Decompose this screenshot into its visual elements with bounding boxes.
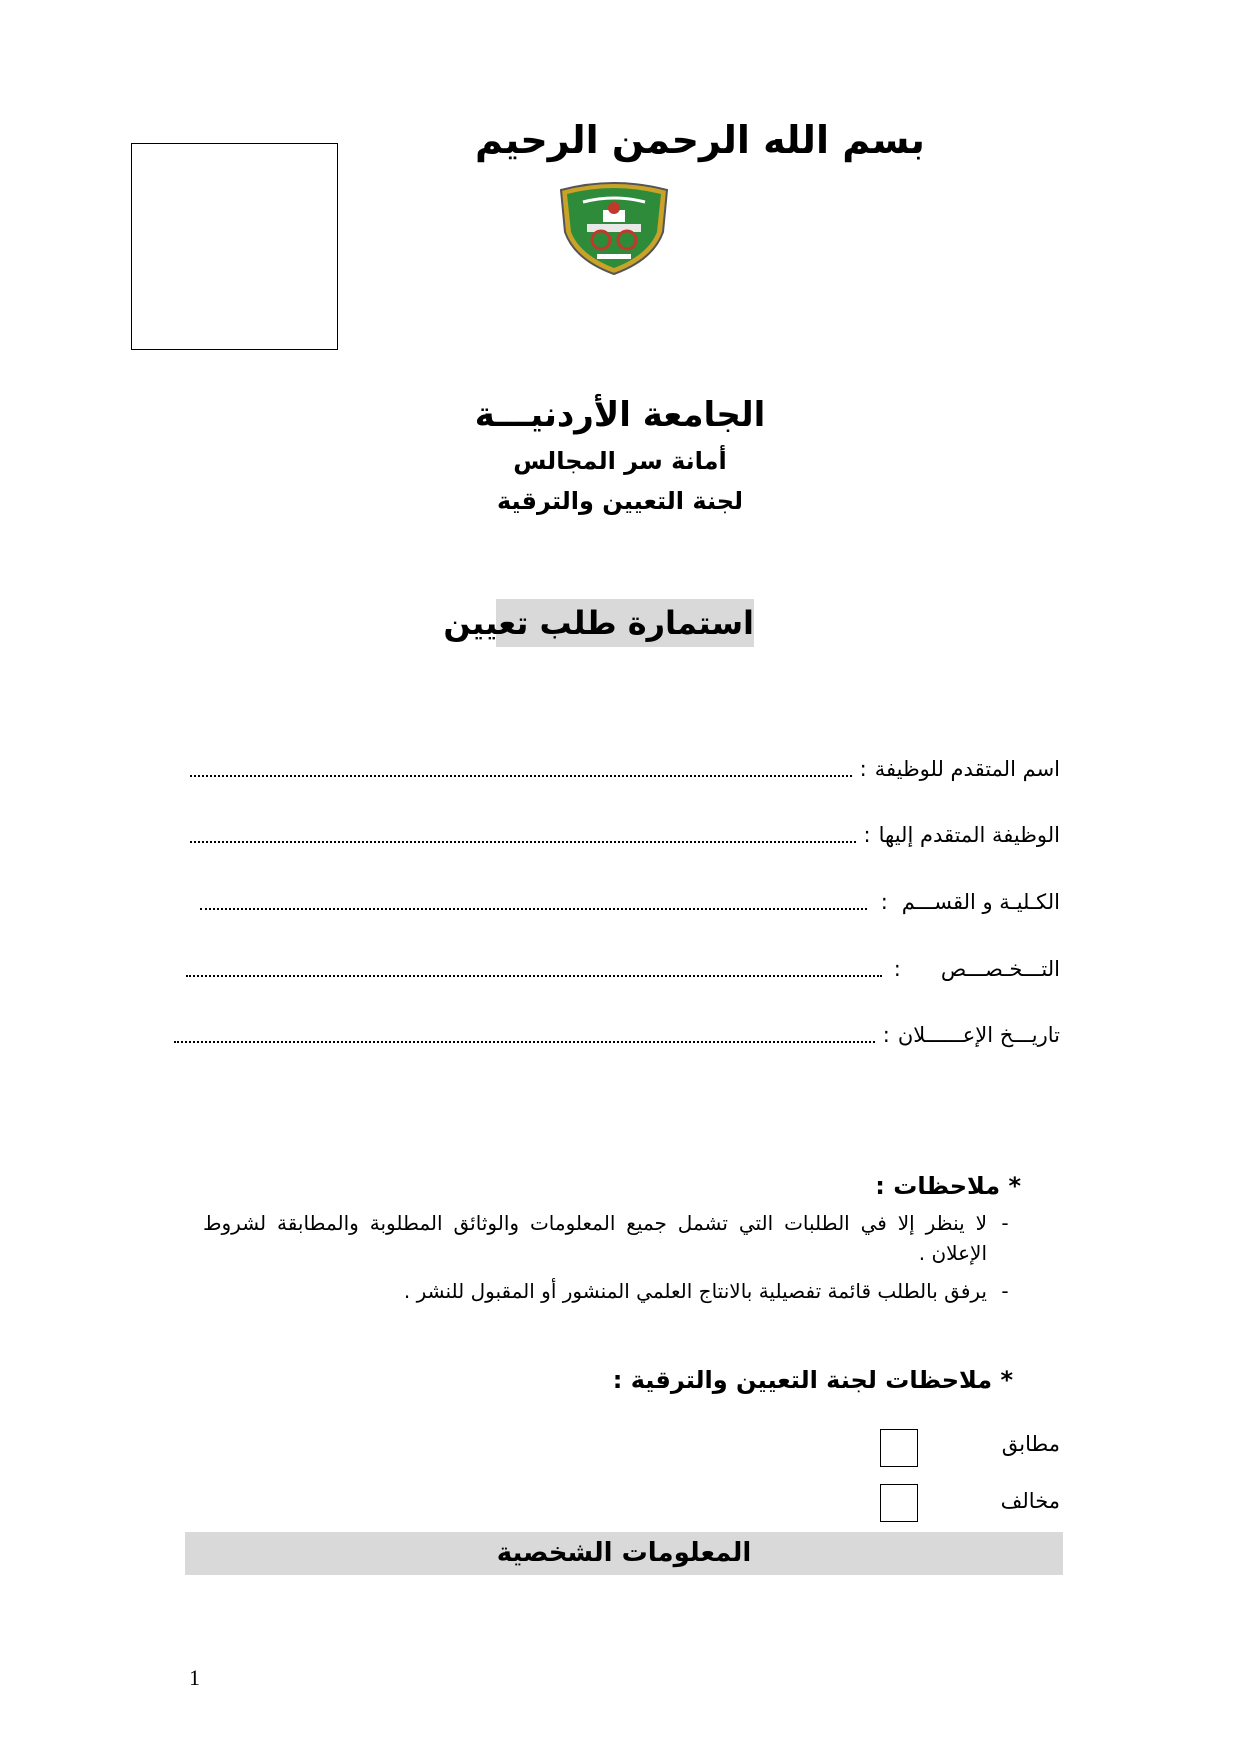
announcement-date-field[interactable]	[174, 1018, 1060, 1052]
fill-in-line[interactable]	[186, 975, 882, 977]
field-colon: :	[882, 1023, 890, 1047]
basmala-heading: بسم الله الرحمن الرحيم	[475, 118, 925, 162]
committee-name: لجنة التعيين والترقية	[496, 487, 744, 515]
field-colon: :	[859, 757, 867, 781]
note-item	[203, 1208, 1023, 1268]
secretariat-name: أمانة سر المجالس	[513, 447, 727, 475]
field-colon: :	[893, 957, 901, 981]
fill-in-line[interactable]	[190, 775, 852, 777]
field-label: اسم المتقدم للوظيفة	[874, 757, 1060, 781]
field-label: الكـليـة و القســـم	[901, 890, 1060, 914]
university-name: الجامعة الأردنيـــة	[474, 395, 766, 435]
field-colon: :	[880, 890, 888, 914]
field-label: تاريـــخ الإعــــــلان	[897, 1023, 1060, 1047]
personal-info-section-title: المعلومات الشخصية	[185, 1532, 1063, 1575]
note-text: لا ينظر إلا في الطلبات التي تشمل جميع المعلومات والوثائق المطلوبة والمطابقة لشروط الإعلان .	[203, 1211, 987, 1265]
faculty-department-field[interactable]	[200, 885, 1060, 919]
committee-notes-heading: * ملاحظات لجنة التعيين والترقية :	[612, 1366, 1013, 1394]
field-label: التـــخـصـــص	[940, 957, 1060, 981]
applicant-name-field[interactable]	[190, 752, 1060, 786]
matching-label: مطابق	[1001, 1432, 1060, 1456]
fill-in-line[interactable]	[174, 1041, 875, 1043]
photo-placeholder-box	[131, 143, 338, 350]
form-title: استمارة طلب تعيين	[496, 599, 754, 647]
matching-checkbox[interactable]	[880, 1429, 918, 1467]
fill-in-line[interactable]	[190, 841, 856, 843]
specialization-field[interactable]	[186, 952, 1060, 986]
page-number: 1	[189, 1665, 200, 1690]
fill-in-line[interactable]	[200, 908, 867, 910]
field-label: الوظيفة المتقدم إليها	[878, 823, 1060, 847]
note-text: يرفق بالطلب قائمة تفصيلية بالانتاج العلمي المنشور أو المقبول للنشر .	[403, 1279, 987, 1303]
field-colon: :	[863, 823, 871, 847]
university-crest-icon	[553, 180, 675, 276]
non-matching-label: مخالف	[1000, 1489, 1060, 1513]
notes-heading: * ملاحظات :	[875, 1172, 1021, 1200]
note-item	[203, 1276, 1023, 1306]
applied-position-field[interactable]	[190, 818, 1060, 852]
note-dash: -	[1001, 1211, 1009, 1235]
note-dash: -	[1001, 1279, 1009, 1303]
non-matching-checkbox[interactable]	[880, 1484, 918, 1522]
